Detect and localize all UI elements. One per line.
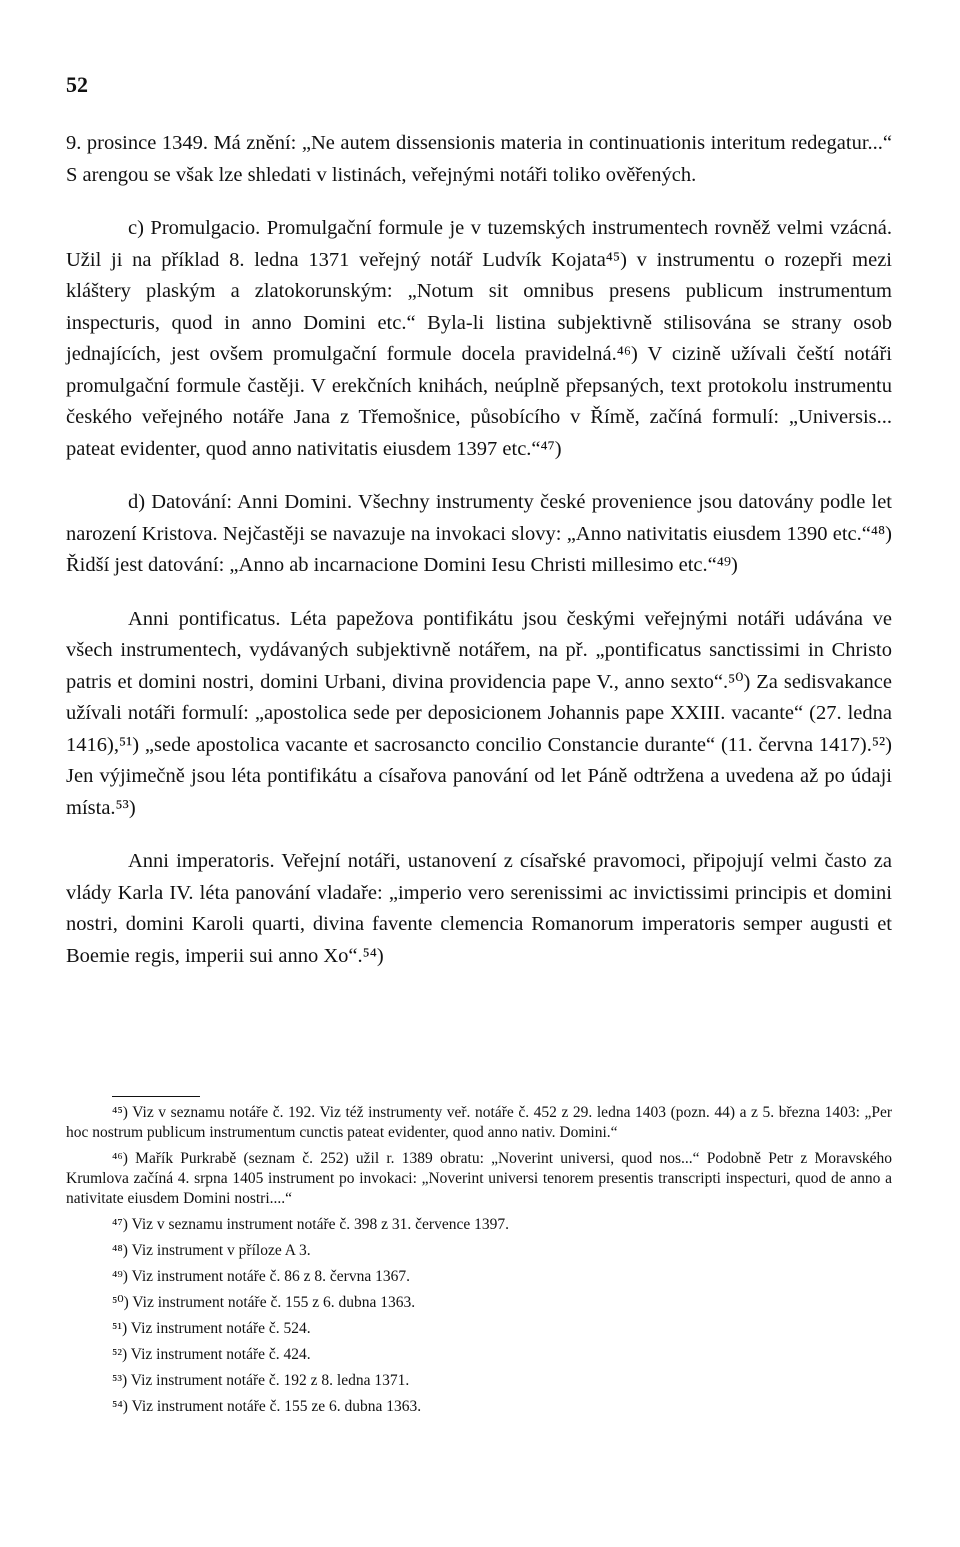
paragraph-promulgacio: c) Promulgacio. Promulgační formule je v tuzemských instrumentech rovněž velmi vzácná. Užil ji na příklad 8. ledna 1371 veřejný notář Ludvík Kojata⁴⁵) v instrumentu o rozepři mezi kláštery plaským a zlatokorunským: „Notum sit omnibus presens publicum instrumentum inspecturis, quod in anno Domini etc.“ Byla-li listina subjektivně stilisována se strany osob jednajících, jest ovšem promulgační formule docela pravidelná.⁴⁶) V cizině užívali čeští notáři promulgační formule častěji. V erekčních knihách, neúplně přepsaných, text protokolu instrumentu českého veřejného notáře Jana z Třemošnice, působícího v Římě, začíná formulí: „Universis... pateat evidenter, quod anno nativitatis eiusdem 1397 etc.“⁴⁷): [66, 217, 892, 460]
footnote-54: ⁵⁴) Viz instrument notáře č. 155 ze 6. dubna 1363.: [112, 1398, 422, 1415]
page-number: 52: [66, 72, 88, 97]
paragraph-anni-pontificatus: Anni pontificatus. Léta papežova pontifikátu jsou českými veřejnými notáři udávána ve všech instrumentech, vydávaných subjektivně notářem, na př. „pontificatus sanctissimi in Christo patris et domini nostri, domini Urbani, divina providencia pape V., anno sexto“.⁵⁰) Za sedisvakance užívali notáři formulí: „apostolica sede per deposicionem Johannis pape XXIII. vacante“ (27. ledna 1416),⁵¹) „sede apostolica vacante et sacrosancto concilio Constancie durante“ (11. června 1417).⁵²) Jen výjimečně jsou léta pontifikátu a císařova panování od let Páně odtržena a uvedena až po údaji místa.⁵³): [66, 607, 892, 819]
footnote-51: ⁵¹) Viz instrument notáře č. 524.: [112, 1320, 311, 1337]
paragraph-arenga-end: 9. prosince 1349. Má znění: „Ne autem dissensionis materia in continuationis interitum redegatur...“ S arengou se však lze shledati v listinách, veřejnými notáři toliko ověřených.: [66, 132, 892, 186]
paragraph-datovani: d) Datování: Anni Domini. Všechny instrumenty české provenience jsou datovány podle let narození Kristova. Nejčastěji se navazuje na invokaci slovy: „Anno nativitatis eiusdem 1390 etc.“⁴⁸) Řidší jest datování: „Anno ab incarnacione Domini Iesu Christi millesimo etc.“⁴⁹): [66, 491, 892, 576]
main-text: [66, 128, 892, 972]
footnote-52: ⁵²) Viz instrument notáře č. 424.: [112, 1346, 311, 1363]
footnote-50: ⁵⁰) Viz instrument notáře č. 155 z 6. dubna 1363.: [112, 1294, 416, 1311]
footnotes: [66, 1096, 892, 1423]
footnote-divider: [112, 1096, 200, 1097]
footnote-46: ⁴⁶) Mařík Purkrabě (seznam č. 252) užil r. 1389 obratu: „Noverint universi, quod nos...“ Podobně Petr z Moravského Krumlova začíná 4. srpna 1405 instrument po invokaci: „Noverint universi tenorem presentis transcripti inspecturi, quod de anno a nativitate eiusdem Domini nostri....“: [66, 1150, 892, 1207]
footnote-49: ⁴⁹) Viz instrument notáře č. 86 z 8. června 1367.: [112, 1268, 410, 1285]
footnote-48: ⁴⁸) Viz instrument v příloze A 3.: [112, 1242, 311, 1259]
paragraph-anni-imperatoris: Anni imperatoris. Veřejní notáři, ustanovení z císařské pravomoci, připojují velmi často za vlády Karla IV. léta panování vladaře: „imperio vero serenissimi ac invictissimi principis et domini nostri, domini Karoli quarti, divina favente clemencia Romanorum imperatoris semper augusti et Boemie regis, imperii sui anno Xo“.⁵⁴): [66, 850, 892, 967]
footnote-45: ⁴⁵) Viz v seznamu notáře č. 192. Viz též instrumenty veř. notáře č. 452 z 29. ledna 1403 (pozn. 44) a z 5. března 1403: „Per hoc nostrum publicum instrumentum cunctis pateat evidenter, quod anno nativ. Domini.“: [66, 1104, 892, 1141]
footnote-47: ⁴⁷) Viz v seznamu instrument notáře č. 398 z 31. července 1397.: [112, 1216, 509, 1233]
footnote-53: ⁵³) Viz instrument notáře č. 192 z 8. ledna 1371.: [112, 1372, 410, 1389]
